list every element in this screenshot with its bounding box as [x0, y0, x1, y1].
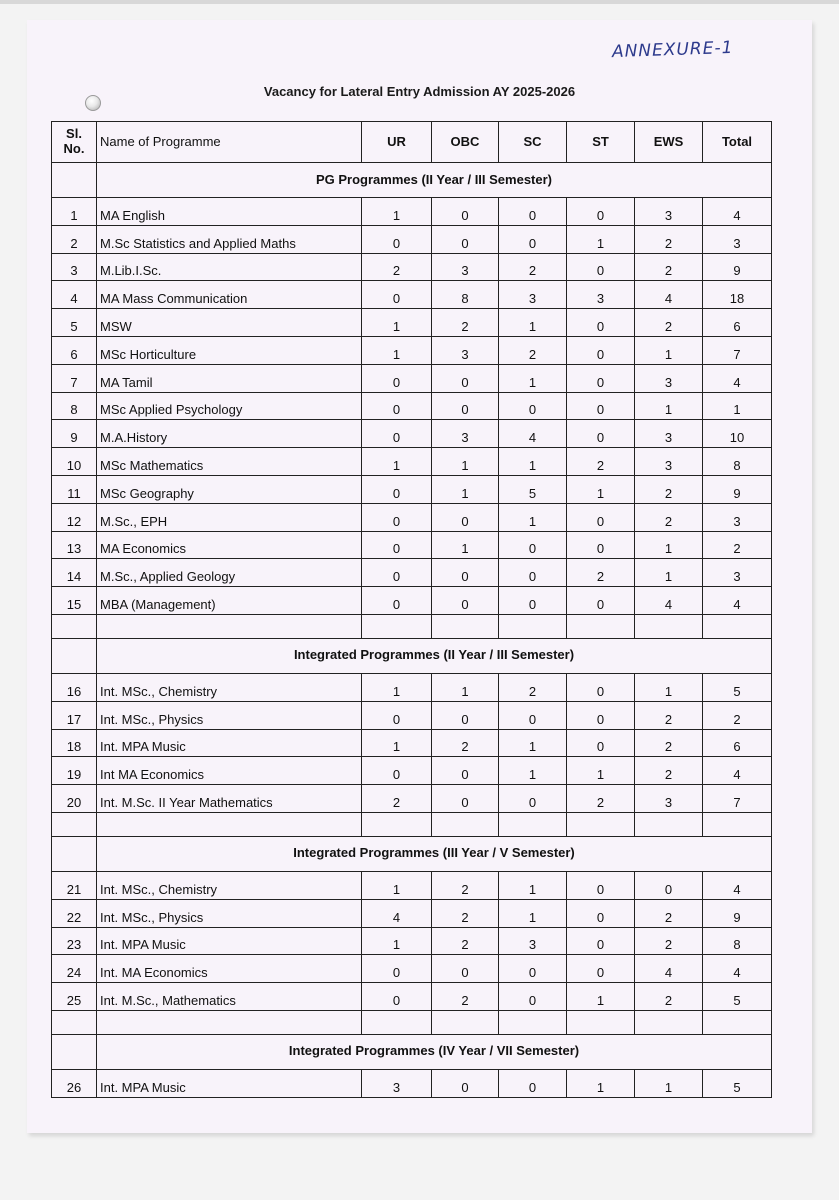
ur-cell: 0 [362, 701, 432, 729]
st-cell: 0 [567, 955, 635, 983]
ews-cell: 1 [635, 392, 703, 420]
document-page [27, 20, 812, 1133]
obc-cell: 3 [432, 336, 499, 364]
sc-cell: 0 [499, 225, 567, 253]
table-row [52, 448, 772, 476]
ur-cell: 3 [362, 1069, 432, 1097]
ews-cell: 4 [635, 281, 703, 309]
header-sl-no: Sl. No. [52, 122, 97, 163]
sc-cell: 1 [499, 309, 567, 337]
table-row [52, 420, 772, 448]
header-sc: SC [499, 122, 567, 163]
sl-no-cell: 8 [52, 392, 97, 420]
header-total: Total [703, 122, 772, 163]
obc-cell: 0 [432, 1069, 499, 1097]
programme-name-cell: Int. MSc., Chemistry [97, 871, 362, 899]
table-row [52, 336, 772, 364]
table-row [52, 559, 772, 587]
blank-cell [432, 812, 499, 836]
blank-cell [52, 1010, 97, 1034]
ur-cell: 0 [362, 392, 432, 420]
programme-name-cell: Int. MPA Music [97, 729, 362, 757]
table-body [52, 163, 772, 1098]
blank-cell [432, 1010, 499, 1034]
section-header-row [52, 836, 772, 871]
blank-cell [52, 614, 97, 638]
st-cell: 2 [567, 785, 635, 813]
sl-no-cell: 3 [52, 253, 97, 281]
table-row [52, 871, 772, 899]
total-cell: 9 [703, 899, 772, 927]
ews-cell: 2 [635, 899, 703, 927]
blank-row [52, 812, 772, 836]
total-cell: 2 [703, 531, 772, 559]
st-cell: 0 [567, 392, 635, 420]
sc-cell: 0 [499, 587, 567, 615]
sc-cell: 1 [499, 729, 567, 757]
programme-name-cell: Int. MSc., Physics [97, 899, 362, 927]
programme-name-cell: Int. MPA Music [97, 1069, 362, 1097]
total-cell: 4 [703, 587, 772, 615]
ur-cell: 2 [362, 253, 432, 281]
sc-cell: 0 [499, 559, 567, 587]
total-cell: 5 [703, 673, 772, 701]
obc-cell: 0 [432, 392, 499, 420]
programme-name-cell: MBA (Management) [97, 587, 362, 615]
st-cell: 0 [567, 198, 635, 226]
total-cell: 4 [703, 955, 772, 983]
ur-cell: 0 [362, 420, 432, 448]
header-ews: EWS [635, 122, 703, 163]
sc-cell: 0 [499, 392, 567, 420]
section-title: Integrated Programmes (II Year / III Semester) [97, 638, 772, 673]
ur-cell: 1 [362, 673, 432, 701]
programme-name-cell: M.Sc Statistics and Applied Maths [97, 225, 362, 253]
table-row [52, 729, 772, 757]
ur-cell: 0 [362, 955, 432, 983]
table-row [52, 1069, 772, 1097]
blank-cell [499, 1010, 567, 1034]
programme-name-cell: MSc Geography [97, 475, 362, 503]
st-cell: 0 [567, 364, 635, 392]
sl-no-cell: 22 [52, 899, 97, 927]
ews-cell: 2 [635, 225, 703, 253]
sl-no-cell: 16 [52, 673, 97, 701]
st-cell: 0 [567, 927, 635, 955]
total-cell: 9 [703, 253, 772, 281]
sc-cell: 4 [499, 420, 567, 448]
ews-cell: 1 [635, 531, 703, 559]
programme-name-cell: M.A.History [97, 420, 362, 448]
st-cell: 0 [567, 309, 635, 337]
table-row [52, 983, 772, 1011]
blank-cell [97, 1010, 362, 1034]
vacancy-table [51, 121, 772, 1098]
ur-cell: 1 [362, 448, 432, 476]
table-row [52, 281, 772, 309]
obc-cell: 2 [432, 899, 499, 927]
ews-cell: 3 [635, 785, 703, 813]
blank-cell [499, 812, 567, 836]
st-cell: 0 [567, 871, 635, 899]
section-sl-cell [52, 163, 97, 198]
ews-cell: 2 [635, 729, 703, 757]
total-cell: 3 [703, 225, 772, 253]
ews-cell: 3 [635, 198, 703, 226]
section-sl-cell [52, 836, 97, 871]
ur-cell: 0 [362, 559, 432, 587]
programme-name-cell: MA Tamil [97, 364, 362, 392]
table-row [52, 503, 772, 531]
sl-no-cell: 14 [52, 559, 97, 587]
st-cell: 1 [567, 1069, 635, 1097]
total-cell: 1 [703, 392, 772, 420]
blank-cell [703, 614, 772, 638]
table-row [52, 785, 772, 813]
blank-cell [635, 614, 703, 638]
obc-cell: 1 [432, 673, 499, 701]
sl-no-cell: 26 [52, 1069, 97, 1097]
table-row [52, 587, 772, 615]
sl-no-cell: 15 [52, 587, 97, 615]
obc-cell: 0 [432, 701, 499, 729]
total-cell: 7 [703, 785, 772, 813]
st-cell: 0 [567, 673, 635, 701]
obc-cell: 0 [432, 785, 499, 813]
blank-cell [432, 614, 499, 638]
ews-cell: 2 [635, 927, 703, 955]
sl-no-cell: 6 [52, 336, 97, 364]
blank-cell [52, 812, 97, 836]
sl-no-cell: 21 [52, 871, 97, 899]
total-cell: 5 [703, 1069, 772, 1097]
total-cell: 3 [703, 503, 772, 531]
programme-name-cell: M.Sc., Applied Geology [97, 559, 362, 587]
sc-cell: 2 [499, 673, 567, 701]
blank-cell [567, 614, 635, 638]
table-row [52, 955, 772, 983]
ur-cell: 4 [362, 899, 432, 927]
obc-cell: 0 [432, 198, 499, 226]
ews-cell: 2 [635, 253, 703, 281]
header-st: ST [567, 122, 635, 163]
programme-name-cell: Int. MSc., Chemistry [97, 673, 362, 701]
total-cell: 18 [703, 281, 772, 309]
ews-cell: 0 [635, 871, 703, 899]
table-row [52, 927, 772, 955]
st-cell: 1 [567, 475, 635, 503]
st-cell: 0 [567, 531, 635, 559]
ews-cell: 1 [635, 559, 703, 587]
ur-cell: 1 [362, 309, 432, 337]
table-header-row [52, 122, 772, 163]
programme-name-cell: Int. MPA Music [97, 927, 362, 955]
total-cell: 4 [703, 871, 772, 899]
ur-cell: 1 [362, 729, 432, 757]
header-obc: OBC [432, 122, 499, 163]
programme-name-cell: MSW [97, 309, 362, 337]
ews-cell: 3 [635, 448, 703, 476]
sc-cell: 0 [499, 785, 567, 813]
total-cell: 5 [703, 983, 772, 1011]
sc-cell: 3 [499, 927, 567, 955]
total-cell: 8 [703, 448, 772, 476]
table-row [52, 701, 772, 729]
st-cell: 0 [567, 420, 635, 448]
obc-cell: 0 [432, 955, 499, 983]
programme-name-cell: MSc Applied Psychology [97, 392, 362, 420]
sc-cell: 1 [499, 364, 567, 392]
blank-cell [567, 1010, 635, 1034]
st-cell: 1 [567, 757, 635, 785]
programme-name-cell: Int. MSc., Physics [97, 701, 362, 729]
st-cell: 2 [567, 559, 635, 587]
ews-cell: 2 [635, 701, 703, 729]
st-cell: 3 [567, 281, 635, 309]
sl-no-cell: 9 [52, 420, 97, 448]
ews-cell: 1 [635, 673, 703, 701]
sl-no-cell: 2 [52, 225, 97, 253]
sc-cell: 0 [499, 701, 567, 729]
sc-cell: 2 [499, 336, 567, 364]
total-cell: 10 [703, 420, 772, 448]
table-row [52, 757, 772, 785]
section-header-row [52, 638, 772, 673]
obc-cell: 0 [432, 364, 499, 392]
ur-cell: 0 [362, 587, 432, 615]
blank-cell [362, 614, 432, 638]
obc-cell: 2 [432, 309, 499, 337]
ur-cell: 0 [362, 225, 432, 253]
ews-cell: 1 [635, 336, 703, 364]
blank-cell [362, 812, 432, 836]
obc-cell: 2 [432, 729, 499, 757]
obc-cell: 2 [432, 927, 499, 955]
ews-cell: 2 [635, 983, 703, 1011]
blank-cell [703, 1010, 772, 1034]
ews-cell: 2 [635, 757, 703, 785]
sc-cell: 1 [499, 871, 567, 899]
blank-cell [635, 812, 703, 836]
blank-cell [567, 812, 635, 836]
sl-no-cell: 10 [52, 448, 97, 476]
ur-cell: 0 [362, 757, 432, 785]
sl-no-cell: 7 [52, 364, 97, 392]
sl-no-cell: 1 [52, 198, 97, 226]
ews-cell: 2 [635, 309, 703, 337]
sc-cell: 3 [499, 281, 567, 309]
st-cell: 2 [567, 448, 635, 476]
total-cell: 3 [703, 559, 772, 587]
blank-row [52, 614, 772, 638]
ews-cell: 4 [635, 955, 703, 983]
blank-cell [97, 812, 362, 836]
sc-cell: 0 [499, 198, 567, 226]
ur-cell: 0 [362, 531, 432, 559]
sl-no-cell: 25 [52, 983, 97, 1011]
ur-cell: 1 [362, 336, 432, 364]
total-cell: 6 [703, 309, 772, 337]
sl-no-cell: 17 [52, 701, 97, 729]
table-row [52, 198, 772, 226]
ur-cell: 1 [362, 198, 432, 226]
sl-no-cell: 19 [52, 757, 97, 785]
obc-cell: 1 [432, 475, 499, 503]
obc-cell: 0 [432, 503, 499, 531]
document-title: Vacancy for Lateral Entry Admission AY 2025-2026 [263, 84, 576, 99]
table-row [52, 475, 772, 503]
table-row [52, 225, 772, 253]
st-cell: 0 [567, 729, 635, 757]
total-cell: 2 [703, 701, 772, 729]
st-cell: 0 [567, 253, 635, 281]
obc-cell: 0 [432, 225, 499, 253]
sl-no-cell: 20 [52, 785, 97, 813]
section-header-row [52, 1034, 772, 1069]
table-row [52, 392, 772, 420]
blank-cell [97, 614, 362, 638]
obc-cell: 0 [432, 587, 499, 615]
sc-cell: 1 [499, 503, 567, 531]
st-cell: 0 [567, 336, 635, 364]
table-row [52, 673, 772, 701]
obc-cell: 3 [432, 253, 499, 281]
section-header-row [52, 163, 772, 198]
ur-cell: 0 [362, 281, 432, 309]
section-title: Integrated Programmes (III Year / V Semester) [97, 836, 772, 871]
blank-cell [499, 614, 567, 638]
sl-no-cell: 18 [52, 729, 97, 757]
st-cell: 0 [567, 899, 635, 927]
ur-cell: 0 [362, 983, 432, 1011]
programme-name-cell: Int. M.Sc. II Year Mathematics [97, 785, 362, 813]
ews-cell: 3 [635, 364, 703, 392]
total-cell: 4 [703, 364, 772, 392]
programme-name-cell: Int MA Economics [97, 757, 362, 785]
blank-cell [635, 1010, 703, 1034]
table-row [52, 309, 772, 337]
section-title: Integrated Programmes (IV Year / VII Semester) [97, 1034, 772, 1069]
blank-cell [362, 1010, 432, 1034]
programme-name-cell: MA Mass Communication [97, 281, 362, 309]
ur-cell: 2 [362, 785, 432, 813]
sc-cell: 0 [499, 1069, 567, 1097]
header-ur: UR [362, 122, 432, 163]
table-row [52, 899, 772, 927]
sc-cell: 1 [499, 757, 567, 785]
sc-cell: 0 [499, 531, 567, 559]
total-cell: 7 [703, 336, 772, 364]
st-cell: 0 [567, 701, 635, 729]
sc-cell: 1 [499, 448, 567, 476]
programme-name-cell: MA English [97, 198, 362, 226]
section-sl-cell [52, 1034, 97, 1069]
st-cell: 0 [567, 587, 635, 615]
st-cell: 1 [567, 225, 635, 253]
obc-cell: 1 [432, 448, 499, 476]
ur-cell: 0 [362, 364, 432, 392]
ews-cell: 4 [635, 587, 703, 615]
obc-cell: 2 [432, 871, 499, 899]
programme-name-cell: M.Sc., EPH [97, 503, 362, 531]
sc-cell: 0 [499, 983, 567, 1011]
ur-cell: 1 [362, 871, 432, 899]
ews-cell: 2 [635, 475, 703, 503]
obc-cell: 0 [432, 757, 499, 785]
sc-cell: 5 [499, 475, 567, 503]
sl-no-cell: 24 [52, 955, 97, 983]
obc-cell: 3 [432, 420, 499, 448]
sl-no-cell: 12 [52, 503, 97, 531]
sl-no-cell: 23 [52, 927, 97, 955]
ews-cell: 3 [635, 420, 703, 448]
sl-no-cell: 13 [52, 531, 97, 559]
obc-cell: 1 [432, 531, 499, 559]
programme-name-cell: MSc Mathematics [97, 448, 362, 476]
st-cell: 1 [567, 983, 635, 1011]
programme-name-cell: MA Economics [97, 531, 362, 559]
total-cell: 4 [703, 198, 772, 226]
st-cell: 0 [567, 503, 635, 531]
obc-cell: 2 [432, 983, 499, 1011]
total-cell: 9 [703, 475, 772, 503]
handwritten-annotation: ANNEXURE-1 [611, 37, 734, 63]
header-programme: Name of Programme [97, 122, 362, 163]
obc-cell: 8 [432, 281, 499, 309]
total-cell: 6 [703, 729, 772, 757]
blank-cell [703, 812, 772, 836]
blank-row [52, 1010, 772, 1034]
obc-cell: 0 [432, 559, 499, 587]
table-row [52, 253, 772, 281]
ews-cell: 2 [635, 503, 703, 531]
ur-cell: 0 [362, 475, 432, 503]
viewer-top-bar [0, 0, 839, 4]
table-row [52, 364, 772, 392]
ur-cell: 0 [362, 503, 432, 531]
ews-cell: 1 [635, 1069, 703, 1097]
total-cell: 4 [703, 757, 772, 785]
sc-cell: 0 [499, 955, 567, 983]
section-sl-cell [52, 638, 97, 673]
table-row [52, 531, 772, 559]
sl-no-cell: 11 [52, 475, 97, 503]
sl-no-cell: 4 [52, 281, 97, 309]
programme-name-cell: MSc Horticulture [97, 336, 362, 364]
programme-name-cell: Int. MA Economics [97, 955, 362, 983]
programme-name-cell: Int. M.Sc., Mathematics [97, 983, 362, 1011]
sl-no-cell: 5 [52, 309, 97, 337]
sc-cell: 2 [499, 253, 567, 281]
total-cell: 8 [703, 927, 772, 955]
ur-cell: 1 [362, 927, 432, 955]
section-title: PG Programmes (II Year / III Semester) [97, 163, 772, 198]
sc-cell: 1 [499, 899, 567, 927]
programme-name-cell: M.Lib.I.Sc. [97, 253, 362, 281]
